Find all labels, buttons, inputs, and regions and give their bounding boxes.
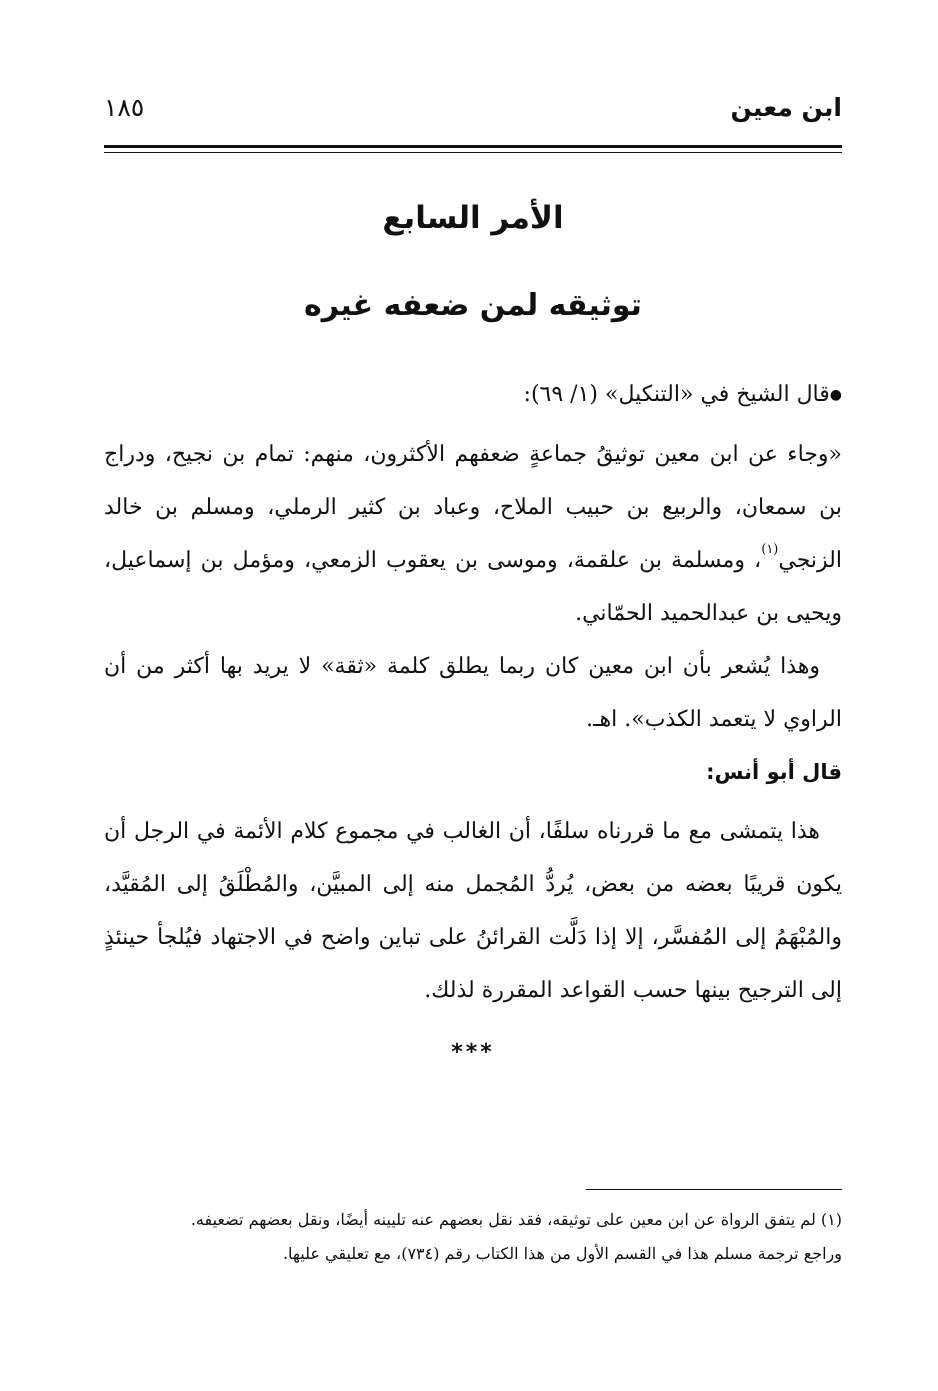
page <box>104 0 842 1391</box>
chapter-title: الأمر السابع <box>382 200 564 236</box>
header-rule <box>104 145 842 153</box>
subheading-author: قال أبو أنس: <box>706 760 842 784</box>
intro-paragraph <box>104 368 842 422</box>
intro-text: قال الشيخ في «التنكيل» (١/ ٦٩): <box>523 382 830 407</box>
body-text <box>104 368 842 1017</box>
footnotes <box>104 1203 842 1271</box>
running-title: ابن معين <box>730 93 842 122</box>
footnote-1-line-2: وراجع ترجمة مسلم هذا في القسم الأول من هذا الكتاب رقم (٧٣٤)، مع تعليقي عليها. <box>282 1244 842 1263</box>
footnote-1-line-1: (١) لم يتفق الرواة عن ابن معين على توثيقه، فقد نقل بعضهم عنه تليينه أيضًا، ونقل بعضهم تضعيفه. <box>190 1210 842 1229</box>
running-head <box>104 93 842 133</box>
section-separator: *** <box>451 1040 495 1065</box>
quote-text-part2: ، ومسلمة بن علقمة، وموسى بن يعقوب الزمعي، ومؤمل بن إسماعيل، ويحيى بن عبدالحميد الحمّاني. <box>104 548 842 626</box>
footnote-rule <box>586 1189 842 1190</box>
quote-paragraph-1 <box>104 428 842 640</box>
bullet-icon: ● <box>829 387 842 403</box>
footnote-reference[interactable]: (١) <box>761 542 779 557</box>
comment-paragraph: هذا يتمشى مع ما قررناه سلفًا، أن الغالب في مجموع كلام الأئمة في الرجل أن يكون قريبًا بعضه من بعض، يُردُّ المُجمل منه إلى المبيَّن، والمُطْلَقُ إلى المُقيَّد، والمُبْهَمُ إلى المُفسَّر، إلا إذا دَلَّت القرائنُ على تباين واضح في الاجتهاد فيُلجأ حينئذٍ إلى الترجيح بينها حسب القواعد المقررة لذلك. <box>104 819 842 1003</box>
quote-text-part1: «وجاء عن ابن معين توثيقُ جماعةٍ ضعفهم الأكثرون، منهم: تمام بن نجيح، ودراج بن سمعان، والربيع بن حبيب الملاح، وعباد بن كثير الرملي، ومسلم بن خالد الزنجي <box>104 442 842 573</box>
quote-paragraph-2: وهذا يُشعر بأن ابن معين كان ربما يطلق كلمة «ثقة» لا يريد بها أكثر من أن الراوي لا يتعمد الكذب». اهـ. <box>104 654 842 732</box>
section-title: توثيقه لمن ضعفه غيره <box>304 288 642 323</box>
page-number: ١٨٥ <box>104 93 145 122</box>
